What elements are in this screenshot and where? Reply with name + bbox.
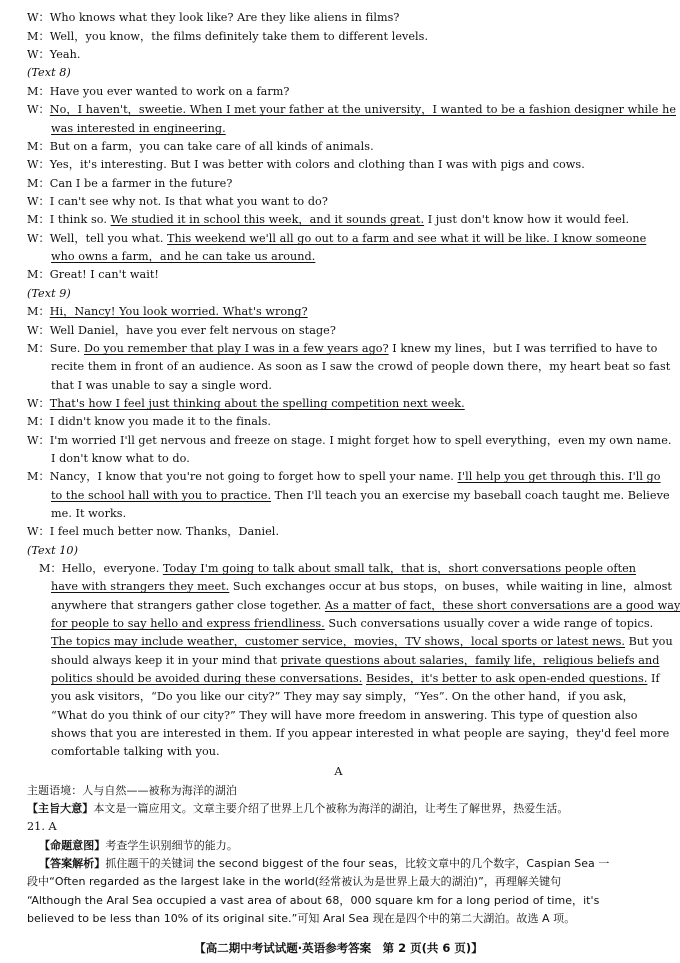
underlined-answer: who owns a farm，and he can take us around. [51,250,316,263]
dialogue-line: W：Yes，it's interesting. But I was better with colors and clothing than I was with pigs and cows. [27,158,585,171]
dialogue-line: W：Yeah. [27,48,81,61]
text-heading: (Text 9) [27,287,71,300]
dialogue-line: that I was unable to say a single word. [51,379,273,392]
dialogue-line: M：Sure. Do you remember that play I was in a few years ago? I knew my lines，but I was terrified to have to [27,342,658,355]
dialogue-line: W：Well，tell you what. This weekend we'll all go out to a farm and see what it will be like. I know someone [27,232,647,245]
page-footer: 【高二期中考试试题·英语参考答案 第 2 页(共 6 页)】 [194,941,483,955]
dialogue-line: W：Well Daniel，have you ever felt nervous on stage? [27,324,336,337]
monologue-line: you ask visitors，“Do you like our city?” They may say simply，“Yes”. On the other hand，if you ask， [51,690,634,703]
dialogue-line: W：I'm worried I'll get nervous and freeze on stage. I might forget how to spell everything，even my own name. [27,434,672,447]
dialogue-line: W：That's how I feel just thinking about the spelling competition next week. [27,397,465,410]
dialogue-line: recite them in front of an audience. As soon as I saw the crowd of people down there，my heart beat so fast [51,360,671,373]
monologue-line: for people to say hello and express friendliness. Such conversations usually cover a wide range of topics. [51,617,654,630]
underlined-answer: Do you remember that play I was in a few years ago? [84,342,389,355]
question-number: 21. A [27,820,57,833]
dialogue-line: M：Well，you know，the films definitely take them to different levels. [27,30,429,43]
underlined-answer: That's how I feel just thinking about the spelling competition next week. [49,397,465,410]
dialogue-line: M：Have you ever wanted to work on a farm? [27,85,290,98]
underlined-answer: was interested in engineering. [51,122,226,135]
text-heading: (Text 8) [27,66,71,79]
dialogue-line: W：Who knows what they look like? Are they like aliens in films? [27,11,400,24]
underlined-answer: Hi，Nancy! You look worried. What's wrong? [49,305,308,318]
underlined-answer: for people to say hello and express friendliness. [51,617,325,630]
monologue-line: The topics may include weather，customer service，movies，TV shows，local sports or latest news. But you [51,635,673,648]
underlined-answer: As a matter of fact，these short conversations are a good way [324,599,680,612]
analysis-line: 【答案解析】抓住题干的关键词 the second biggest of the four seas，比较文章中的几个数字，Caspian Sea 一 [39,857,610,870]
underlined-answer: Today I'm going to talk about small talk，that is，short conversations people often [162,562,637,575]
underlined-answer: No，I haven't，sweetie. When I met your father at the university，I wanted to be a fashion designer while he [49,103,677,116]
dialogue-line: M：Can I be a farmer in the future? [27,177,233,190]
analysis-line: 段中“Often regarded as the largest lake in the world(经常被认为是世界上最大的湖泊)”，再理解关键句 [27,875,562,888]
monologue-line: “What do you think of our city?” They will have more freedom in answering. This type of question also [51,709,638,722]
underlined-answer: We studied it in school this week，and it sounds great. [110,213,425,226]
section-heading: A [334,765,343,778]
dialogue-line: to the school hall with you to practice. Then I'll teach you an exercise my baseball coach taught me. Believe [51,489,670,502]
analysis-line: believed to be less than 10% of its original site.”可知 Aral Sea 现在是四个中的第二大湖泊。故选 A 项。 [27,912,576,925]
dialogue-line: M：Hi，Nancy! You look worried. What's wrong? [27,305,308,318]
intent-line: 【命题意图】考查学生识别细节的能力。 [39,839,238,852]
dialogue-line: me. It works. [51,507,127,520]
underlined-answer: to the school hall with you to practice. [51,489,272,502]
monologue-line: M：Hello，everyone. Today I'm going to talk about small talk，that is，short conversations people often [39,562,637,575]
underlined-answer: private questions about salaries，family life，religious beliefs and [280,654,660,667]
underlined-answer: The topics may include weather，customer service，movies，TV shows，local sports or latest news. [51,635,626,648]
dialogue-line: M：I think so. We studied it in school this week，and it sounds great. I just don't know how it would feel. [27,213,630,226]
text-heading: (Text 10) [27,544,78,557]
monologue-line: have with strangers they meet. Such exchanges occur at bus stops，on buses，while waiting in line，almost [51,580,672,593]
dialogue-line: M：Great! I can't wait! [27,268,159,281]
analysis-line: “Although the Aral Sea occupied a vast area of about 68，000 square km for a long period of time，it's [27,894,600,907]
dialogue-line: W：I feel much better now. Thanks，Daniel. [27,525,280,538]
dialogue-line [51,120,652,138]
dialogue-line: I don't know what to do. [51,452,190,465]
underlined-answer: politics should be avoided during these conversations. [51,672,363,685]
monologue-line: anywhere that strangers gather close together. As a matter of fact，these short conversations are a good way [51,599,680,612]
dialogue-line: W：I can't see why not. Is that what you want to do? [27,195,328,208]
underlined-answer: have with strangers they meet. [51,580,230,593]
dialogue-line: M：I didn't know you made it to the finals. [27,415,272,428]
monologue-line: shows that you are interested in them. If you appear interested in what people are saying，they'd feel more [51,727,670,740]
dialogue-line: M：But on a farm，you can take care of all kinds of animals. [27,140,374,153]
monologue-line: politics should be avoided during these conversations. Besides，it's better to ask open-ended questions. If [51,672,660,685]
underlined-answer: Besides，it's better to ask open-ended questions. [366,672,648,685]
monologue-line: comfortable talking with you. [51,745,220,758]
main-idea-line: 【主旨大意】本文是一篇应用文。文章主要介绍了世界上几个被称为海洋的湖泊，让考生了解世界，热爱生活。 [27,802,569,815]
dialogue-line [51,248,652,266]
theme-line: 主题语境：人与自然——被称为海洋的湖泊 [27,784,237,797]
dialogue-line: W：No，I haven't，sweetie. When I met your father at the university，I wanted to be a fashion designer while he [27,103,677,116]
monologue-line: should always keep it in your mind that private questions about salaries，family life，religious beliefs and [51,654,660,667]
dialogue-line: M：Nancy，I know that you're not going to forget how to spell your name. I'll help you get through this. I'll go [27,470,661,483]
underlined-answer: I'll help you get through this. I'll go [457,470,661,483]
underlined-answer: This weekend we'll all go out to a farm and see what it will be like. I know someone [167,232,647,245]
